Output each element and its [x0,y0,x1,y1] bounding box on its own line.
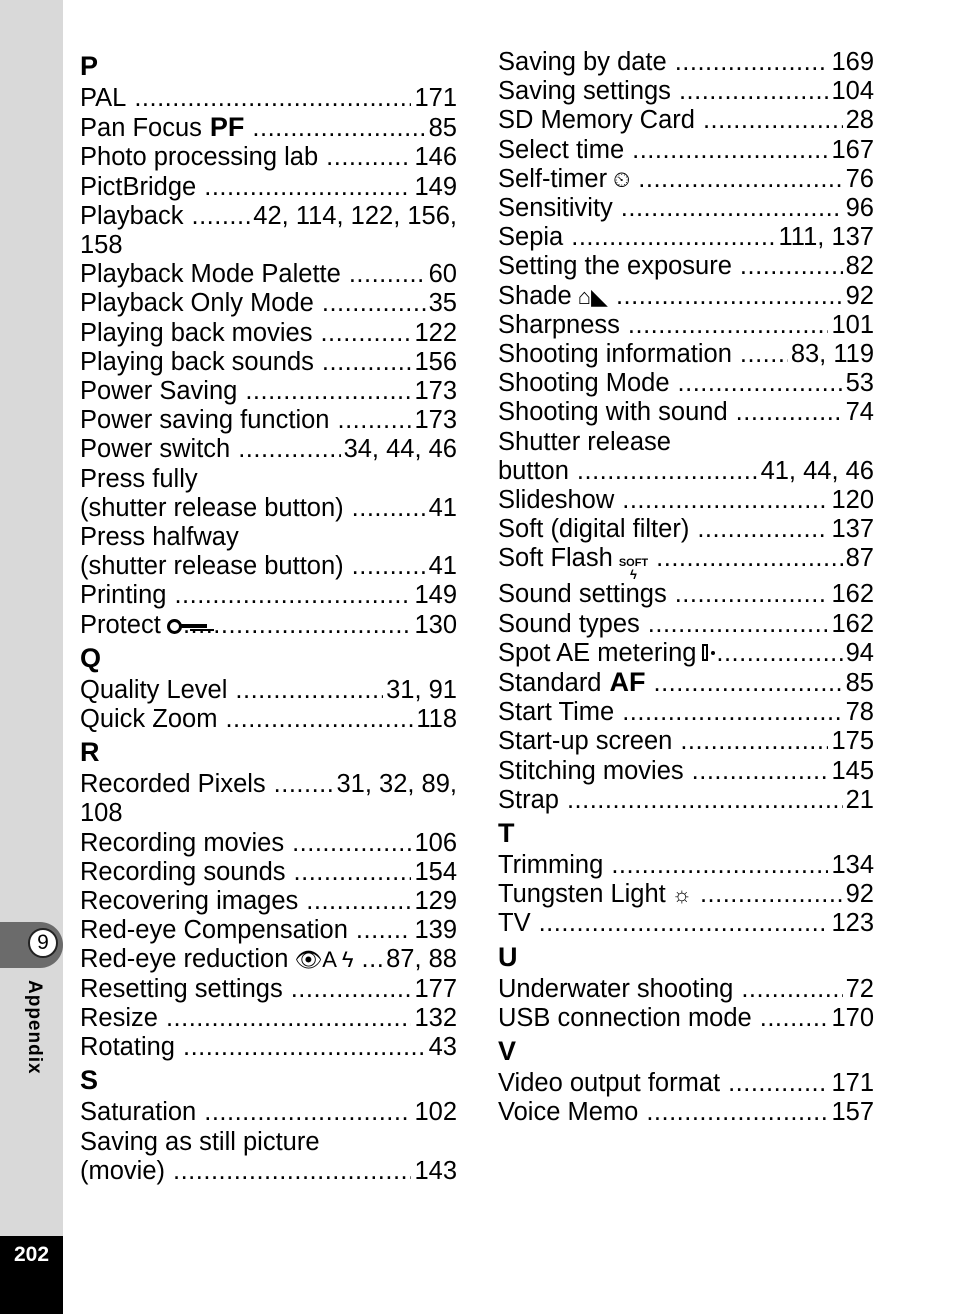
index-entry [498,165,874,194]
entry-name: Stitching movies [498,756,684,785]
entry-name: Playing back sounds [80,347,314,376]
section-letter: S [80,1065,99,1096]
entry-name: Shooting information [498,340,732,369]
entry-name: Printing [80,581,167,610]
entry-page: 41 [428,552,457,581]
dot-leader [352,494,426,523]
entry-name: Playing back movies [80,318,313,347]
dot-leader [741,975,842,1004]
entry-name: Strap [498,785,559,814]
entry-name: Saving as still picture [80,1127,320,1156]
entry-page: 87, 88 [386,945,457,974]
entry-page: 53 [845,369,874,398]
index-entry [498,639,874,668]
entry-page: 154 [414,857,457,886]
dot-leader [646,1098,828,1127]
dot-leader [238,435,340,464]
index-entry [80,829,457,858]
dot-leader [632,136,828,165]
index-entry [80,319,457,348]
entry-page: 149 [414,581,457,610]
dot-leader [292,829,411,858]
tungsten-light-icon: ☼ [671,882,692,908]
dot-leader [322,289,426,318]
index-entry [80,676,457,705]
entry-name: Select time [498,135,625,164]
entry-name: Self-timer [498,164,608,193]
dot-leader [577,457,758,486]
section-letter: U [498,941,518,972]
entry-page: 43 [428,1033,457,1062]
index-entry [498,340,874,369]
entry-page: 60 [428,260,457,289]
entry-page: 31, 32, 89, [336,770,457,799]
entry-name: USB connection mode [498,1003,752,1032]
index-entry [80,770,457,799]
index-entry [80,581,457,610]
index-entry [498,48,874,77]
entry-name: Saving settings [498,77,671,106]
entry-name: PictBridge [80,172,197,201]
entry-name: Playback Mode Palette [80,260,341,289]
entry-page: 130 [414,610,457,639]
entry-page: 175 [831,727,874,756]
dot-leader [622,698,842,727]
entry-name: (movie) [80,1156,166,1185]
index-entry [80,289,457,318]
dot-leader [716,639,842,668]
entry-page: 72 [845,974,874,1003]
dot-leader [204,173,411,202]
section-letter: Q [80,642,102,673]
entry-page: 134 [831,851,874,880]
entry-name: TV [498,909,531,938]
dot-leader [648,610,829,639]
index-entry [80,1098,457,1127]
entry-name: Saturation [80,1098,197,1127]
dot-leader [628,311,829,340]
entry-page: 104 [831,77,874,106]
entry-name: Shooting Mode [498,369,670,398]
entry-page: 42, 114, 122, 156, [253,201,457,230]
index-entry [498,282,874,311]
entry-page: 85 [428,114,457,143]
entry-page: 83, 119 [790,340,874,369]
sidebar [0,0,63,1314]
entry-page: 87 [845,544,874,573]
key-icon [167,619,175,633]
index-entry [498,909,874,938]
entry-page: 170 [831,1003,874,1032]
entry-name: Slideshow [498,486,615,515]
index-entry [498,544,874,583]
entry-name: Quality Level [80,675,228,704]
index-column-left [80,48,457,1186]
index-entry [498,136,874,165]
dot-leader [274,770,334,799]
section-letter: R [80,737,100,768]
dot-leader [322,348,412,377]
entry-page: 177 [414,974,457,1003]
dot-leader [622,486,828,515]
entry-page: 35 [428,289,457,318]
index-entry [80,887,457,916]
entry-name: Recording movies [80,828,285,857]
entry-page: 76 [845,164,874,193]
entry-name: Pan Focus [80,114,202,143]
entry-name: Recovering images [80,887,299,916]
entry-page: 139 [414,916,457,945]
dot-leader [326,143,411,172]
index-entry [498,106,874,135]
dot-leader [294,858,412,887]
page-number: 202 [13,1243,50,1266]
entry-name: Rotating [80,1033,175,1062]
entry-name: Shutter release [498,427,671,456]
index-entry [80,435,457,464]
entry-page: 156 [414,347,457,376]
entry-page: 82 [845,252,874,281]
index-entry [80,406,457,435]
entry-name: Voice Memo [498,1098,639,1127]
index-entry [498,610,874,639]
entry-name: Saving by date [498,48,667,76]
index-entry [498,757,874,786]
entry-page: 173 [414,377,457,406]
dot-leader [191,202,250,231]
index-entry [498,580,874,609]
entry-page: 92 [845,281,874,310]
dot-leader [621,194,843,223]
entry-name: Playback Only Mode [80,289,314,318]
entry-page: 132 [414,1003,457,1032]
index-entry [80,945,457,974]
entry-page: 118 [416,705,457,734]
entry-page: 111, 137 [778,223,874,252]
index-entry [80,858,457,887]
dot-leader [678,369,843,398]
entry-name: Start-up screen [498,727,673,756]
index-entry [80,916,457,945]
index-entry [80,552,457,581]
entry-name: Soft Flash [498,544,613,573]
red-eye-flash-icon: 👁A ϟ [294,947,354,973]
dot-leader [306,887,411,916]
dot-leader [539,909,829,938]
index-entry [498,1069,874,1098]
entry-page: 34, 44, 46 [343,435,457,464]
dot-leader [740,252,843,281]
dot-leader [728,1069,828,1098]
index-entry [498,727,874,756]
index-entry [498,311,874,340]
dot-leader [638,165,842,194]
entry-name: SD Memory Card [498,106,695,135]
entry-name: Shade [498,281,572,310]
entry-page: 146 [414,143,457,172]
entry-name: Photo processing lab [80,143,319,172]
entry-page: 74 [845,398,874,427]
dot-leader [183,611,412,640]
dot-leader [571,223,775,252]
entry-name: Sepia [498,223,564,252]
entry-name: Playback [80,201,184,230]
entry-name: button [498,456,569,485]
entry-page: 21 [845,785,874,814]
dot-leader [356,916,412,945]
entry-name: Sharpness [498,310,620,339]
index-entry [498,398,874,427]
entry-page-continuation: 158 [80,231,123,260]
section-letter: V [498,1036,517,1067]
entry-page: 31, 91 [386,675,457,704]
entry-name: Shooting with sound [498,398,728,427]
dot-leader [291,975,412,1004]
index-entry [80,173,457,202]
dot-leader [656,544,842,573]
entry-page: 129 [414,887,457,916]
entry-name: (shutter release button) [80,552,344,581]
index-entry [498,1004,874,1033]
entry-name: Standard [498,669,602,698]
soft-flash-icon: SOFT ϟ [618,557,649,583]
entry-page: 169 [831,48,874,76]
entry-page: 137 [831,515,874,544]
entry-page: 162 [831,580,874,609]
index-entry [80,84,457,113]
standard-af-icon: AF [609,667,646,698]
entry-page: 122 [414,318,457,347]
index-entry [498,975,874,1004]
entry-page: 96 [845,194,874,223]
index-entry [498,252,874,281]
entry-page: 92 [845,880,874,909]
dot-leader [697,515,828,544]
index-entry [498,369,874,398]
entry-name: Sound settings [498,580,667,609]
entry-page: 106 [414,828,457,857]
dot-leader [675,580,829,609]
dot-leader [654,669,843,698]
index-entry [80,260,457,289]
entry-name: Resize [80,1003,158,1032]
entry-page: 120 [831,486,874,515]
dot-leader [166,1004,412,1033]
section-letter: P [80,51,99,81]
section-letter: T [498,818,515,849]
dot-leader [611,851,828,880]
index-entry [80,611,457,640]
dot-leader [173,1157,411,1186]
dot-leader [680,727,828,756]
dot-leader [567,786,843,815]
dot-leader [204,1098,411,1127]
index-entry [80,705,457,734]
index-entry [80,202,457,231]
entry-name: Recorded Pixels [80,770,266,799]
entry-page: 28 [845,106,874,135]
dot-leader [362,945,384,974]
dot-leader [703,106,843,135]
dot-leader [692,757,829,786]
index-entry [80,975,457,1004]
index-entry [498,77,874,106]
chapter-number: 9 [28,928,58,958]
entry-name: Start Time [498,698,615,727]
dot-leader [174,581,411,610]
dot-leader [740,340,788,369]
index-entry [498,851,874,880]
dot-leader [320,319,411,348]
index-entry [498,486,874,515]
index-entry [498,698,874,727]
dot-leader [183,1033,426,1062]
index-entry [498,515,874,544]
entry-page: 145 [831,756,874,785]
index-entry [498,786,874,815]
entry-name: Red-eye Compensation [80,916,348,945]
index-entry [498,223,874,252]
spot-metering-icon [702,644,708,661]
entry-name: Protect [80,610,161,639]
index-entry [80,1033,457,1062]
index-entry [80,1157,457,1186]
entry-name: Power Saving [80,377,238,406]
index-entry [498,668,874,698]
entry-name: Sound types [498,609,640,638]
chapter-label: Appendix [24,980,45,1075]
entry-name: Underwater shooting [498,974,734,1003]
dot-leader [134,84,411,113]
dot-leader [616,282,843,311]
entry-page: 171 [414,84,457,112]
entry-page: 41 [428,493,457,522]
entry-page: 41, 44, 46 [760,456,874,485]
entry-page: 167 [831,135,874,164]
index-entry [80,348,457,377]
dot-leader [337,406,411,435]
index-entry [80,494,457,523]
dot-leader [700,880,843,909]
entry-page: 143 [414,1156,457,1185]
index-entry [498,457,874,486]
dot-leader [252,114,425,143]
entry-name: Tungsten Light [498,880,666,909]
entry-page-continuation: 108 [80,799,123,828]
entry-page: 173 [414,406,457,435]
entry-name: Power switch [80,435,231,464]
entry-name: (shutter release button) [80,493,344,522]
entry-name: Spot AE metering [498,638,697,667]
entry-name: Recording sounds [80,857,286,886]
entry-name: Trimming [498,851,604,880]
dot-leader [245,377,411,406]
entry-page: 101 [831,310,874,339]
entry-name: Quick Zoom [80,705,218,734]
dot-leader [760,1004,829,1033]
entry-page: 157 [831,1098,874,1127]
dot-leader [225,705,413,734]
entry-page: 85 [845,669,874,698]
dot-leader [349,260,426,289]
index-entry [498,880,874,909]
entry-name: Sensitivity [498,194,613,223]
entry-page: 94 [845,638,874,667]
index-entry [498,194,874,223]
index-entry [80,377,457,406]
entry-page: 162 [831,609,874,638]
index-entry [80,143,457,172]
entry-page: 78 [845,698,874,727]
dot-leader [675,48,829,77]
entry-name: Video output format [498,1069,721,1098]
entry-page: 123 [831,909,874,938]
dot-leader [736,398,843,427]
dot-leader [679,77,829,106]
entry-name: Setting the exposure [498,252,732,281]
entry-name: Press fully [80,464,198,493]
pan-focus-icon: PF [209,112,245,143]
index-entry [498,1098,874,1127]
self-timer-icon: ⏲ [613,166,631,192]
entry-name: Red-eye reduction [80,945,289,974]
entry-name: Power saving function [80,406,330,435]
dot-leader [352,552,426,581]
index-entry [80,113,457,143]
entry-name: PAL [80,84,127,112]
shade-icon: ⌂◣ [577,283,608,309]
entry-name: Soft (digital filter) [498,515,690,544]
index-entry [80,1004,457,1033]
entry-page: 149 [414,172,457,201]
dot-leader [235,676,383,705]
entry-page: 102 [414,1098,457,1127]
entry-page: 171 [831,1069,874,1098]
entry-name: Press halfway [80,523,239,552]
index-column-right [498,48,874,1128]
entry-name: Resetting settings [80,974,283,1003]
